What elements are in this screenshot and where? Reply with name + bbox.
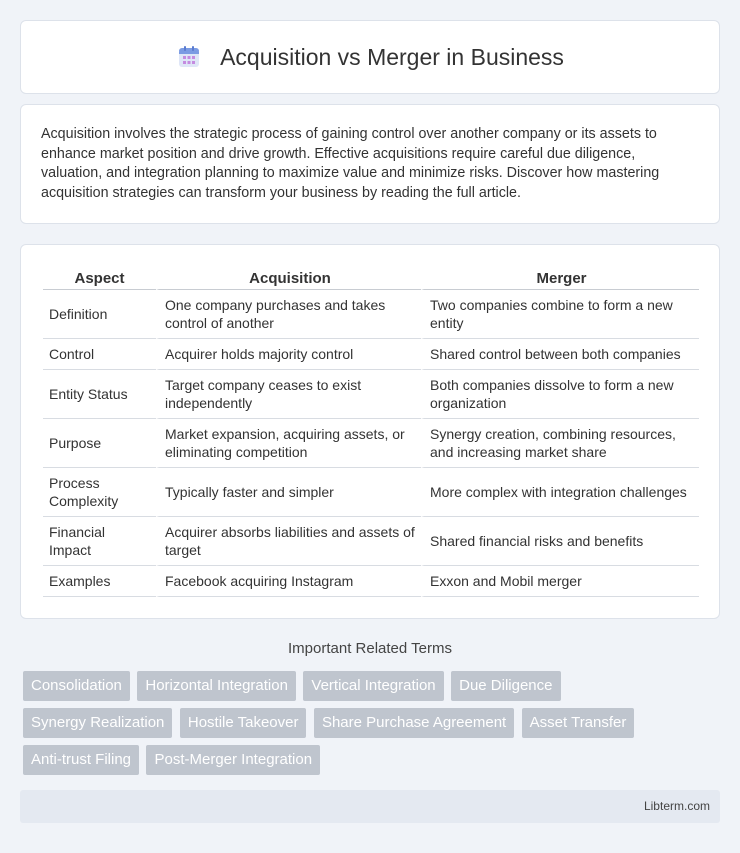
related-term-tag[interactable]: Due Diligence	[451, 671, 560, 701]
related-term-tag[interactable]: Anti-trust Filing	[23, 745, 139, 775]
table-row	[43, 468, 699, 517]
table-row	[43, 517, 699, 566]
table-header-row	[43, 267, 699, 290]
table-cell: Acquirer absorbs liabilities and assets of target	[156, 517, 421, 566]
related-term-tag[interactable]: Consolidation	[23, 671, 130, 701]
comparison-table	[43, 267, 699, 597]
column-header: Aspect	[43, 267, 156, 290]
table-row	[43, 290, 699, 339]
table-cell: Acquirer holds majority control	[156, 339, 421, 370]
related-terms-list	[23, 671, 713, 782]
column-header: Acquisition	[156, 267, 421, 290]
footer-site-link[interactable]: Libterm.com	[643, 799, 710, 813]
table-cell: Two companies combine to form a new entity	[421, 290, 699, 339]
table-cell: Typically faster and simpler	[156, 468, 421, 517]
table-cell: Target company ceases to exist independently	[156, 370, 421, 419]
table-row	[43, 339, 699, 370]
table-cell: Synergy creation, combining resources, and increasing market share	[421, 419, 699, 468]
table-cell: Examples	[43, 566, 156, 597]
comparison-card	[20, 244, 720, 619]
page-title: Acquisition vs Merger in Business	[220, 43, 564, 70]
table-row	[43, 566, 699, 597]
table-cell: Exxon and Mobil merger	[421, 566, 699, 597]
related-term-tag[interactable]: Horizontal Integration	[137, 671, 296, 701]
table-cell: Definition	[43, 290, 156, 339]
footer	[20, 790, 720, 823]
related-term-tag[interactable]: Post-Merger Integration	[146, 745, 320, 775]
table-cell: Facebook acquiring Instagram	[156, 566, 421, 597]
table-cell: Shared control between both companies	[421, 339, 699, 370]
table-cell: Entity Status	[43, 370, 156, 419]
intro-card	[20, 104, 720, 224]
table-row	[43, 370, 699, 419]
table-cell: Process Complexity	[43, 468, 156, 517]
table-cell: Purpose	[43, 419, 156, 468]
column-header: Merger	[421, 267, 699, 290]
related-term-tag[interactable]: Share Purchase Agreement	[314, 708, 514, 738]
table-cell: More complex with integration challenges	[421, 468, 699, 517]
intro-text: Acquisition involves the strategic process of gaining control over another company or its assets to enhance market position and drive growth. Effective acquisitions require careful due diligence, valuation, and integration planning to maximize value and minimize risks. Discover how mastering acquisition strategies can transform your business by reading the full article.	[41, 126, 660, 201]
table-cell: Financial Impact	[43, 517, 156, 566]
related-term-tag[interactable]: Hostile Takeover	[180, 708, 307, 738]
header-card	[20, 20, 720, 94]
calendar-icon	[176, 44, 202, 70]
related-terms-title: Important Related Terms	[288, 640, 452, 657]
related-term-tag[interactable]: Asset Transfer	[522, 708, 635, 738]
table-cell: Shared financial risks and benefits	[421, 517, 699, 566]
table-cell: One company purchases and takes control of another	[156, 290, 421, 339]
table-cell: Control	[43, 339, 156, 370]
table-row	[43, 419, 699, 468]
related-term-tag[interactable]: Vertical Integration	[303, 671, 443, 701]
related-term-tag[interactable]: Synergy Realization	[23, 708, 172, 738]
table-cell: Both companies dissolve to form a new organization	[421, 370, 699, 419]
table-cell: Market expansion, acquiring assets, or eliminating competition	[156, 419, 421, 468]
